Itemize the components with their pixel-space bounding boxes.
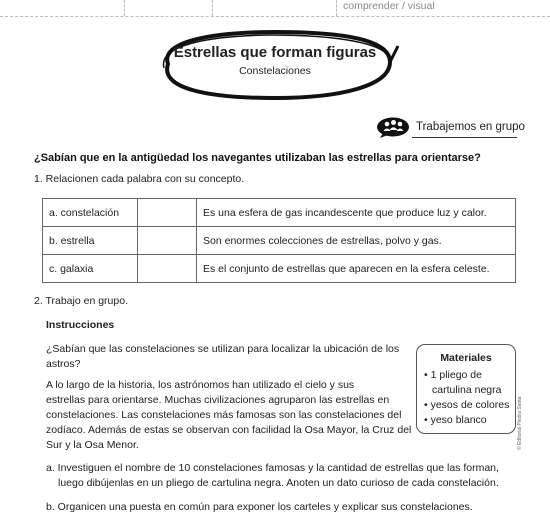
paragraph-line: Sur y la Osa Menor. bbox=[46, 439, 139, 451]
paragraph-line: estrellas para orientarse. Muchas civilizaciones agruparon las estrellas en bbox=[46, 394, 390, 406]
header-divider bbox=[0, 16, 550, 18]
activity-2-question-line: astros? bbox=[46, 358, 81, 370]
materials-list bbox=[424, 368, 509, 428]
paragraph-line: constelaciones. Las constelaciones más famosas son las constelaciones del bbox=[46, 409, 402, 421]
step-a-line: a. Investiguen el nombre de 10 constelaciones famosas y la cantidad de estrellas que las forman, bbox=[46, 462, 499, 474]
materials-item: • yeso blanco bbox=[424, 414, 487, 426]
group-work-label: Trabajemos en grupo bbox=[416, 121, 525, 133]
page-title: Estrellas que forman figuras bbox=[173, 44, 377, 61]
header-column-divider bbox=[124, 0, 125, 16]
header-column-divider bbox=[212, 0, 213, 16]
concept-cell: Es una esfera de gas incandescente que produce luz y calor. bbox=[197, 199, 516, 227]
header-column-divider bbox=[336, 0, 337, 16]
copyright-note: © Editorial Piedra Santa bbox=[517, 396, 523, 450]
word-cell: a. constelación bbox=[43, 199, 138, 227]
intro-question: ¿Sabían que en la antigüedad los navegantes utilizaban las estrellas para orientarse? bbox=[34, 152, 481, 164]
header-skill-text: comprender / visual bbox=[343, 0, 435, 12]
table-row bbox=[43, 227, 516, 255]
paragraph-line: zodíaco. Además de estas se observan con facilidad la Osa Mayor, la Cruz del bbox=[46, 424, 412, 436]
answer-blank-cell[interactable] bbox=[138, 227, 197, 255]
materials-item: cartulina negra bbox=[432, 384, 502, 396]
word-cell: c. galaxia bbox=[43, 255, 138, 283]
table-row bbox=[43, 199, 516, 227]
concept-cell: Es el conjunto de estrellas que aparecen en la esfera celeste. bbox=[197, 255, 516, 283]
materials-title: Materiales bbox=[440, 352, 492, 364]
table-row bbox=[43, 255, 516, 283]
group-people-icon bbox=[377, 117, 412, 138]
paragraph-line: A lo largo de la historia, los astrónomos han utilizado el cielo y sus bbox=[46, 379, 355, 391]
activity-1-instruction: 1. Relacionen cada palabra con su concepto. bbox=[34, 173, 245, 185]
step-b-line: b. Organicen una puesta en común para exponer los carteles y explicar sus constelaciones. bbox=[46, 501, 473, 513]
instructions-heading: Instrucciones bbox=[46, 319, 115, 331]
group-label-underline bbox=[412, 137, 517, 138]
activity-2-question-line: ¿Sabían que las constelaciones se utilizan para localizar la ubicación de los bbox=[46, 343, 400, 355]
concept-cell: Son enormes colecciones de estrellas, polvo y gas. bbox=[197, 227, 516, 255]
answer-blank-cell[interactable] bbox=[138, 199, 197, 227]
activity-2-label: 2. Trabajo en grupo. bbox=[34, 295, 128, 307]
answer-blank-cell[interactable] bbox=[138, 255, 197, 283]
materials-item: • yesos de colores bbox=[424, 399, 510, 411]
step-a-line: luego dibújenlas en un pliego de cartulina negra. Anoten un dato curioso de cada constelación. bbox=[58, 477, 499, 489]
page-subtitle: Constelaciones bbox=[239, 65, 311, 77]
word-cell: b. estrella bbox=[43, 227, 138, 255]
materials-item: • 1 pliego de bbox=[424, 369, 482, 381]
matching-table bbox=[42, 198, 516, 283]
